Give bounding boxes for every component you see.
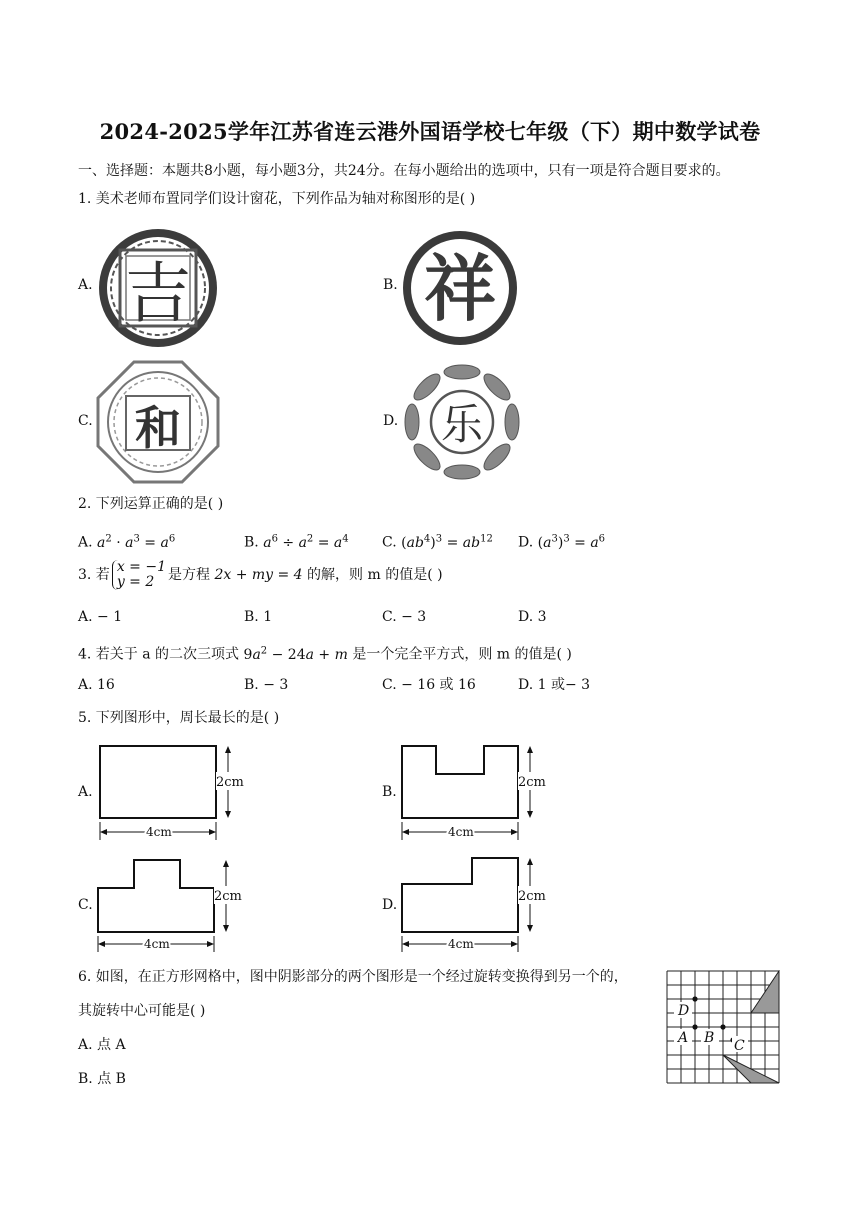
q3-option-d: D. 3 bbox=[518, 609, 547, 625]
q5-label-b: B. bbox=[382, 784, 397, 800]
q5-figure-d bbox=[396, 854, 556, 954]
q1-stem: 1. 美术老师布置同学们设计窗花，下列作品为轴对称图形的是( ) bbox=[78, 191, 476, 207]
window-flower-he-image bbox=[96, 360, 220, 484]
q5-b-height-label: 2cm bbox=[518, 775, 546, 790]
q6-point-c-label: C bbox=[734, 1038, 745, 1054]
q2-option-d: D. $(a^3)^3 = a^6$ bbox=[518, 533, 606, 551]
q3-stem: 3. 若 x = −1 y = 2 是方程 2x + my = 4 的解，则 m 的值是( ) bbox=[78, 559, 443, 590]
q2-option-c: C. $(ab^4)^3 = ab^{12}$ bbox=[382, 533, 493, 551]
q5-c-width-label: 4cm bbox=[144, 937, 170, 951]
q5-b-width-label: 4cm bbox=[448, 825, 474, 839]
section-heading: 一、选择题：本题共8小题，每小题3分，共24分。在每小题给出的选项中，只有一项是符合题目要求的。 bbox=[78, 163, 730, 179]
q4-option-a: A. 16 bbox=[78, 677, 115, 693]
q6-point-b-label: B bbox=[704, 1030, 715, 1046]
window-flower-xiang-image bbox=[400, 228, 520, 348]
q5-figure-b bbox=[396, 740, 556, 840]
q1-label-b: B. bbox=[383, 277, 398, 293]
q5-stem: 5. 下列图形中，周长最长的是( ) bbox=[78, 710, 280, 726]
q2-stem: 2. 下列运算正确的是( ) bbox=[78, 496, 224, 512]
q5-c-height-label: 2cm bbox=[214, 889, 242, 904]
q1-label-d: D. bbox=[383, 413, 399, 429]
q1-char-le: 乐 bbox=[440, 400, 484, 449]
q5-figure-c bbox=[92, 854, 252, 954]
q2-option-b: B. $a^6 \div a^2 = a^4$ bbox=[244, 533, 349, 551]
q1-char-he: 和 bbox=[135, 401, 181, 455]
q6-point-d-label: D bbox=[678, 1003, 690, 1019]
q2-option-a: A. $a^2 \cdot a^3 = a^6$ bbox=[78, 533, 176, 551]
q4-option-c: C. − 16 或 16 bbox=[382, 677, 476, 693]
q1-label-c: C. bbox=[78, 413, 93, 429]
q6-grid-figure bbox=[666, 970, 780, 1084]
q6-option-b: B. 点 B bbox=[78, 1071, 126, 1087]
q3-option-a: A. − 1 bbox=[78, 609, 123, 625]
q5-label-c: C. bbox=[78, 897, 93, 913]
q5-d-width-label: 4cm bbox=[448, 937, 474, 951]
q6-stem-line-2: 其旋转中心可能是( ) bbox=[78, 1003, 206, 1019]
q5-d-height-label: 2cm bbox=[518, 889, 546, 904]
q1-label-a: A. bbox=[78, 277, 93, 293]
q5-label-d: D. bbox=[382, 897, 398, 913]
q6-point-a-label: A bbox=[678, 1030, 689, 1046]
q3-option-b: B. 1 bbox=[244, 609, 273, 625]
q5-a-width-label: 4cm bbox=[146, 825, 172, 839]
q4-option-b: B. − 3 bbox=[244, 677, 289, 693]
q5-label-a: A. bbox=[78, 784, 93, 800]
page-title: 2024-2025学年江苏省连云港外国语学校七年级（下）期中数学试卷 bbox=[99, 119, 761, 144]
q4-stem: 4. 若关于 a 的二次三项式 $9a^2 - 24a + m$ 是一个完全平方式，则 m 的值是( ) bbox=[78, 645, 572, 663]
window-flower-ji-image bbox=[96, 226, 220, 350]
q6-option-a: A. 点 A bbox=[78, 1037, 126, 1053]
q5-a-height-label: 2cm bbox=[216, 775, 244, 790]
q5-figure-a bbox=[94, 740, 254, 840]
window-flower-le-image bbox=[400, 360, 524, 484]
q3-option-c: C. − 3 bbox=[382, 609, 427, 625]
q1-char-ji: 吉 bbox=[125, 255, 191, 332]
q1-char-xiang: 祥 bbox=[423, 246, 497, 331]
q6-stem-line-1: 6. 如图，在正方形网格中，图中阴影部分的两个图形是一个经过旋转变换得到另一个的， bbox=[78, 969, 628, 985]
q4-option-d: D. 1 或− 3 bbox=[518, 677, 591, 693]
